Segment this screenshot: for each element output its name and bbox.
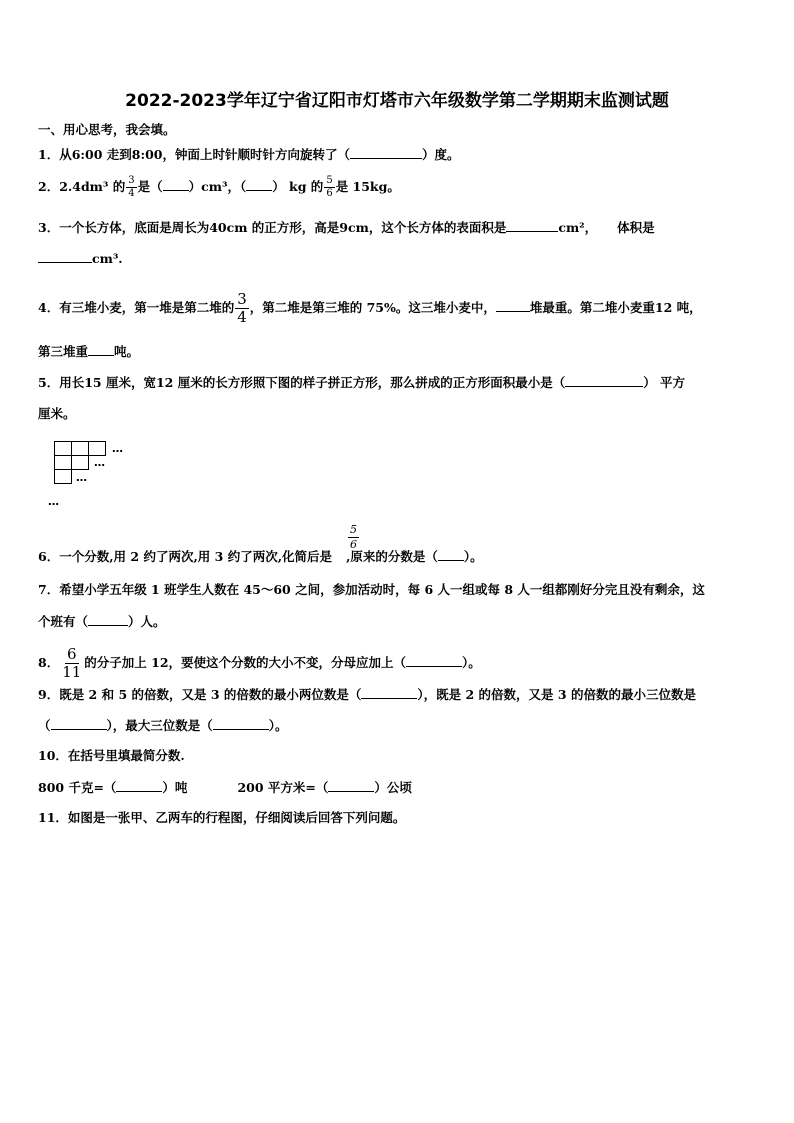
fraction: $\frac{3}{4}$ <box>128 175 135 199</box>
question-9: 9．既是 2 和 5 的倍数，又是 3 的倍数的最小两位数是（ ），既是 2 的倍数，又是 3 的倍数的最小三位数是 <box>38 687 696 702</box>
question-7-cont: 个班有（ ）人。 <box>38 614 166 629</box>
answer-blank[interactable] <box>328 778 374 792</box>
fraction: $\frac{5}{6}$ <box>326 175 333 199</box>
question-8: 8． $\frac{6}{11}$ 的分子加上 12，要使这个分数的大小不变，分母应加上（ ）。 <box>38 645 481 681</box>
question-2: 2．2.4dm³ 的 $\frac{3}{4}$ 是（ ）cm³，（ ） kg 的 $\frac{5}{6}$ 是 15kg。 <box>38 175 400 199</box>
fraction: $\frac{5}{6}$ <box>350 523 357 551</box>
answer-blank[interactable] <box>496 298 530 312</box>
ellipsis: … <box>94 456 105 469</box>
question-3-cont: cm³. <box>38 249 758 268</box>
question-9-cont: （ ），最大三位数是（ ）。 <box>38 718 288 733</box>
answer-blank[interactable] <box>51 716 107 730</box>
fraction: $\frac{3}{4}$ <box>237 290 247 326</box>
ellipsis: … <box>48 495 59 508</box>
answer-blank[interactable] <box>163 177 189 191</box>
question-10-cont: 800 千克=（ ）吨 200 平方米=（ ）公顷 <box>38 780 412 795</box>
ellipsis: … <box>112 442 123 455</box>
answer-blank[interactable] <box>361 685 417 699</box>
question-4: 4．有三堆小麦，第一堆是第二堆的 $\frac{3}{4}$ ，第二堆是第三堆的 75%。这三堆小麦中， 堆最重。第二堆小麦重12 吨， <box>38 290 702 326</box>
answer-blank[interactable] <box>88 342 114 356</box>
answer-blank[interactable] <box>565 373 643 387</box>
fraction: $\frac{6}{11}$ <box>62 645 82 681</box>
ellipsis: … <box>76 471 87 484</box>
answer-blank[interactable] <box>88 612 128 626</box>
question-1: 1．从6:00 走到8:00，钟面上时针顺时针方向旋转了（ ）度。 <box>38 147 460 162</box>
answer-blank[interactable] <box>350 145 422 159</box>
question-4-cont: 第三堆重 吨。 <box>38 344 140 359</box>
answer-blank[interactable] <box>38 249 92 263</box>
answer-blank[interactable] <box>406 653 462 667</box>
rectangle-tiling-figure <box>48 441 164 513</box>
question-7: 7．希望小学五年级 1 班学生人数在 45～60 之间，参加活动时，每 6 人一组或每 8 人一组都刚好分完且没有剩余，这 <box>38 582 705 597</box>
question-10: 10．在括号里填最简分数. <box>38 748 185 763</box>
question-6: 6．一个分数,用 2 约了两次,用 3 约了两次,化简后是 ,原来的分数是（ ）。 <box>38 549 483 564</box>
answer-blank[interactable] <box>246 177 272 191</box>
answer-blank[interactable] <box>116 778 162 792</box>
page-title: 2022-2023学年辽宁省辽阳市灯塔市六年级数学第二学期期末监测试题 <box>125 91 669 111</box>
question-5-cont: 厘米。 <box>38 406 76 421</box>
question-5: 5．用长15 厘米，宽12 厘米的长方形照下图的样子拼正方形，那么拼成的正方形面积最小是（ ） 平方 <box>38 375 686 390</box>
question-11: 11．如图是一张甲、乙两车的行程图，仔细阅读后回答下列问题。 <box>38 810 406 825</box>
section-heading: 一、用心思考，我会填。 <box>38 122 176 137</box>
answer-blank[interactable] <box>438 547 464 561</box>
answer-blank[interactable] <box>213 716 269 730</box>
answer-blank[interactable] <box>506 218 558 232</box>
question-3: 3．一个长方体，底面是周长为40cm 的正方形，高是9cm，这个长方体的表面积是 cm²， 体积是 <box>38 220 655 235</box>
